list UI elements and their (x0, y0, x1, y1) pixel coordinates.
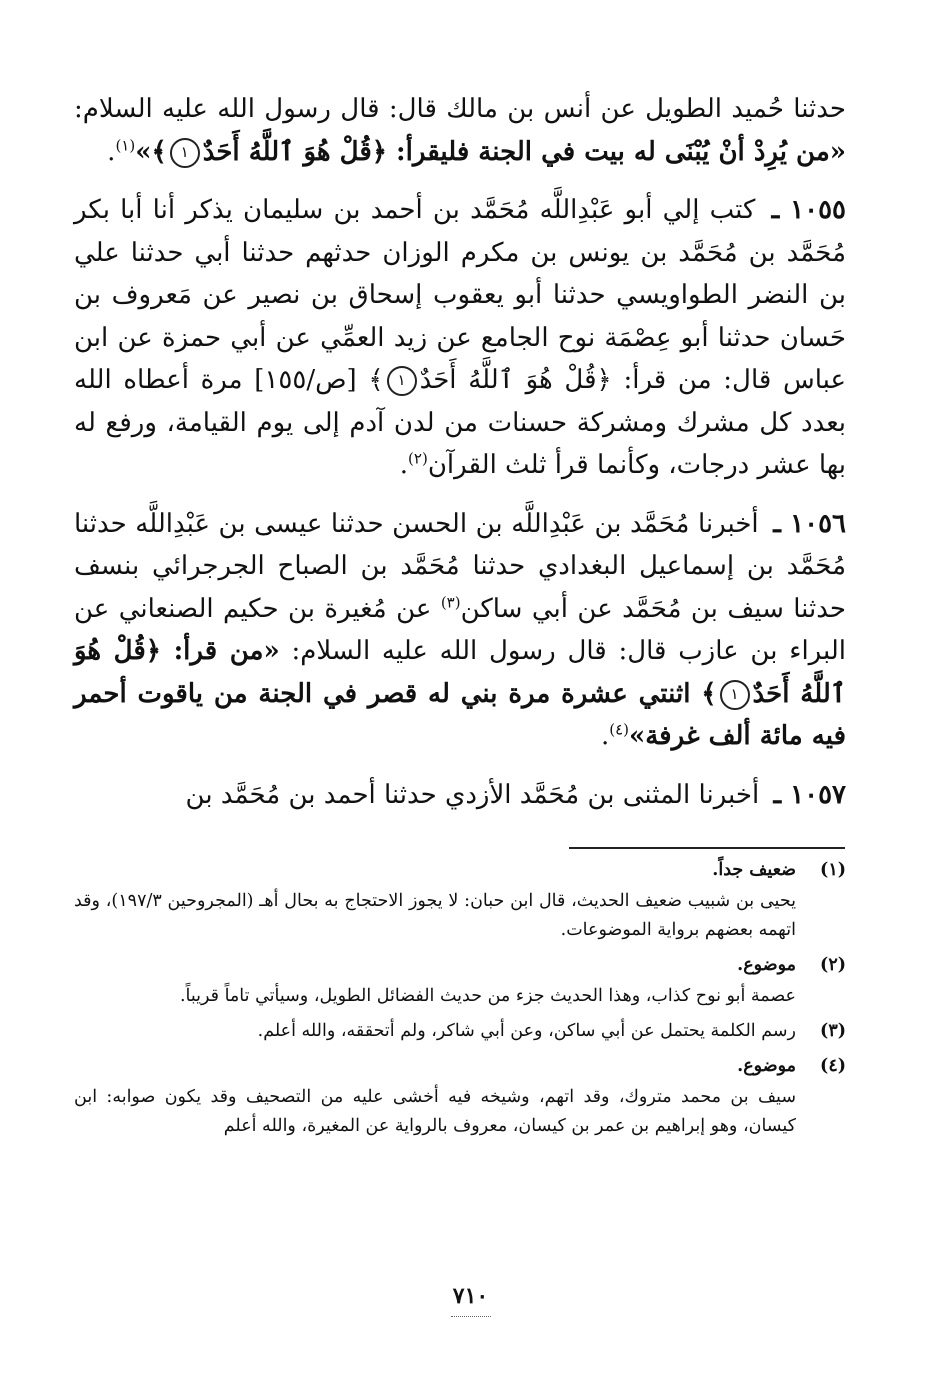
period: . (107, 136, 116, 167)
footnotes (74, 856, 846, 1147)
hadith-quote: «من يُرِدْ أنْ يُبْنَى له بيت في الجنة فليقرأ: ﴿قُلْ هُوَ ٱللَّهُ أَحَدٌ (202, 136, 846, 167)
footnote-title: موضوع. (737, 955, 796, 975)
footnote-ref: (٢) (408, 449, 428, 468)
text-continued: عن مُغيرة بن حكيم الصنعاني عن البراء بن عازب قال: قال رسول الله عليه السلام: (74, 593, 846, 666)
footnote-1 (74, 856, 846, 945)
footnote-ref: (٣) (440, 592, 461, 611)
footnote-3 (74, 1017, 846, 1046)
footnote-title: ضعيف جداً. (712, 860, 796, 880)
text: كتب إلي أبو عَبْدِاللَّه مُحَمَّد بن أحمد بن سليمان يذكر أنا أبا بكر مُحَمَّد بن مُحَمَّد بن يونس بن مكرم الوزان حدثهم حدثنا أبي حدثنا علي بن النضر الطواويسي حدثنا أبو يعقوب إسحاق بن نصير عن مَعروف بن حَسان حدثنا أبو عِصْمَة نوح الجامع عن زيد العمِّي عن أبي حمزة عن ابن عباس قال: من قرأ: ﴿قُلْ هُوَ ٱللَّهُ أَحَدٌ (74, 195, 847, 395)
ayah-marker-icon: ١ (387, 366, 417, 396)
page-number: ٧١٠ (452, 1283, 489, 1309)
hadith-quote-continued: ﴾ اثنتي عشرة مرة بني له قصر في الجنة من ياقوت أحمر فيه مائة ألف غرفة» (74, 678, 846, 751)
text: أخبرنا مُحَمَّد بن عَبْدِاللَّه بن الحسن حدثنا عيسى بن عَبْدِاللَّه حدثنا مُحَمَّد بن إسماعيل البغدادي حدثنا مُحَمَّد بن الصباح الجرجرائي بنسف حدثنا سيف بن مُحَمَّد عن أبي ساكن (74, 508, 846, 624)
text: أخبرنا المثنى بن مُحَمَّد الأزدي حدثنا أحمد بن مُحَمَّد بن (185, 779, 760, 810)
ayah-marker-icon: ١ (720, 680, 750, 710)
ayah-marker-icon: ١ (170, 138, 200, 168)
page-number-underline (451, 1316, 491, 1317)
footnote-number: (٤) (820, 1056, 846, 1076)
paragraph-1056 (74, 503, 846, 758)
paragraph-intro (74, 88, 846, 173)
footnote-body: عصمة أبو نوح كذاب، وهذا الحديث جزء من حديث الفضائل الطويل، وسيأتي تاماً قريباً. (179, 986, 796, 1006)
page-body (74, 88, 846, 832)
footnote-2 (74, 951, 846, 1011)
paragraph-1055 (74, 189, 846, 487)
hadith-number: ١٠٥٥ ـ (771, 195, 847, 225)
quote-close: ﴾» (135, 136, 167, 167)
paragraph-1057 (74, 774, 846, 817)
footnote-number: (٣) (820, 1021, 846, 1041)
footnote-number: (٢) (820, 955, 846, 975)
hadith-number: ١٠٥٦ ـ (773, 508, 847, 539)
footnote-4 (74, 1052, 846, 1141)
footnote-ref: (٤) (609, 720, 629, 739)
hadith-quote: «من قرأ: ﴿قُلْ هُوَ ٱللَّهُ أَحَدٌ (74, 636, 846, 709)
footnote-body: سيف بن محمد متروك، وقد اتهم، وشيخه فيه أخشى عليه من التصحيف وقد يكون صوابه: ابن كيسان، وهو إبراهيم بن عمر بن كيسان، معروف بالرواية عن المغيرة، والله أعلم (74, 1087, 796, 1136)
text: حدثنا حُميد الطويل عن أنس بن مالك قال: قال رسول الله عليه السلام: (74, 94, 846, 124)
hadith-number: ١٠٥٧ ـ (773, 779, 846, 810)
period: . (600, 721, 610, 751)
footnote-ref: (١) (115, 135, 136, 154)
text-continued: ﴾ [ص/١٥٥] مرة أعطاه الله بعدد كل مشرك ومشركة حسنات من لدن آدم إلى يوم القيامة، ورفع له بها عشر درجات، وكأنما قرأ ثلث القرآن (74, 365, 846, 480)
main-text (74, 88, 846, 816)
period: . (399, 450, 409, 480)
footnote-text: رسم الكلمة يحتمل عن أبي ساكن، وعن أبي شاكر، ولم أتحققه، والله أعلم. (257, 1021, 796, 1041)
footnote-title: موضوع. (737, 1056, 796, 1076)
footnote-body: يحيى بن شبيب ضعيف الحديث، قال ابن حبان: لا يجوز الاحتجاج به بحال أهـ (المجروحين ١٩٧/٣)، وقد اتهمه بعضهم برواية الموضوعات. (74, 891, 796, 940)
footnote-number: (١) (820, 860, 846, 880)
footnote-divider (569, 847, 845, 849)
